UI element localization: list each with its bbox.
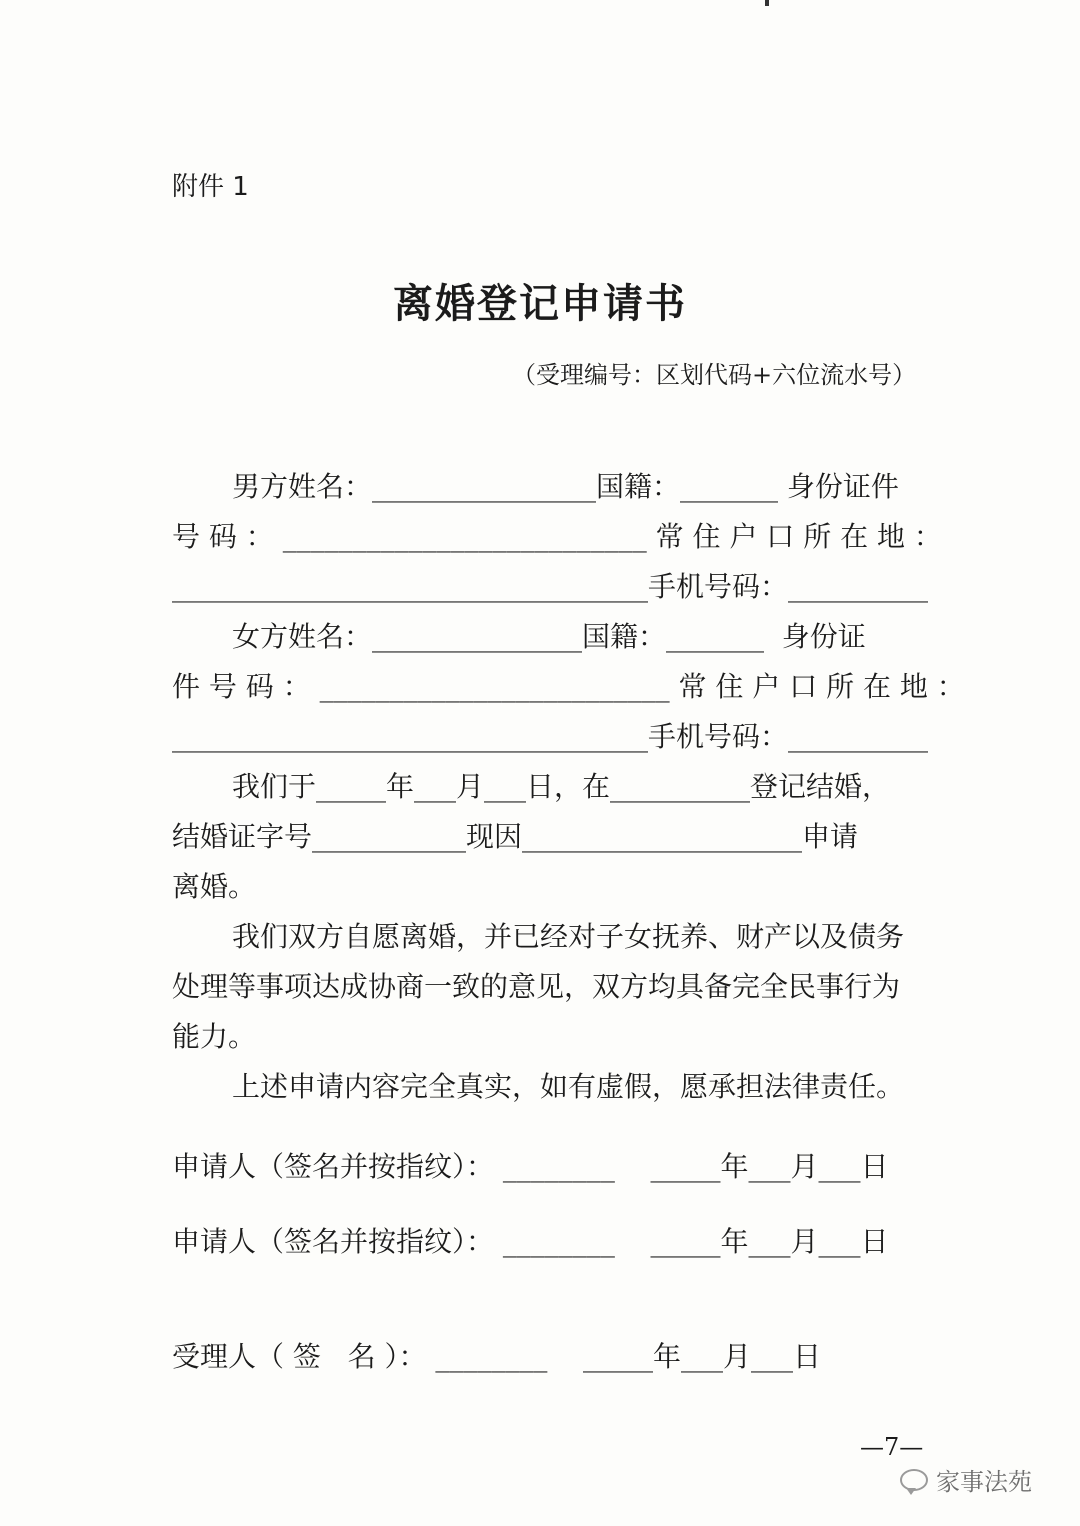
- male-info-line-3: __________________________________手机号码：__________: [172, 570, 929, 603]
- female-info-line-3: __________________________________手机号码：__________: [172, 720, 929, 753]
- female-info-line-2: 件 号 码 ： _________________________ 常 住 户 口 所 在 地 ：: [172, 670, 965, 703]
- male-info-line-1: 男方姓名：________________国籍：_______ 身份证件: [232, 470, 899, 503]
- marriage-line-1: 我们于_____年___月___日，在__________登记结婚，: [232, 770, 891, 803]
- attachment-label: 附件 1: [172, 172, 249, 202]
- agreement-line-1: 我们双方自愿离婚，并已经对子女抚养、财产以及债务: [232, 920, 905, 953]
- watermark: [900, 1462, 1032, 1497]
- applicant-signature-line-2: 申请人（签名并按指纹）： ________ _____年___月___日: [172, 1225, 889, 1258]
- chat-bubble-icon: [900, 1469, 928, 1491]
- female-info-line-1: 女方姓名：_______________国籍：_______ 身份证: [232, 620, 866, 653]
- acceptance-number-note: （受理编号：区划代码+六位流水号）: [512, 361, 917, 389]
- marriage-line-2: 结婚证字号___________现因____________________申请: [172, 820, 859, 853]
- marriage-line-3: 离婚。: [172, 870, 257, 903]
- male-info-line-2: 号 码 ： __________________________ 常 住 户 口 所 在 地 ：: [172, 520, 942, 553]
- agreement-line-2: 处理等事项达成协商一致的意见，双方均具备完全民事行为: [172, 970, 901, 1003]
- receiver-signature-line: 受理人（ 签 名 ）： ________ _____年___月___日: [172, 1340, 822, 1373]
- page-number: —7—: [860, 1433, 924, 1461]
- applicant-signature-line-1: 申请人（签名并按指纹）： ________ _____年___月___日: [172, 1150, 889, 1183]
- document-title: 离婚登记申请书: [393, 280, 687, 327]
- declaration-line: 上述申请内容完全真实，如有虚假，愿承担法律责任。: [232, 1070, 905, 1103]
- scan-mark: [765, 0, 769, 6]
- watermark-text: 家事法苑: [936, 1468, 1032, 1496]
- agreement-line-3: 能力。: [172, 1020, 257, 1053]
